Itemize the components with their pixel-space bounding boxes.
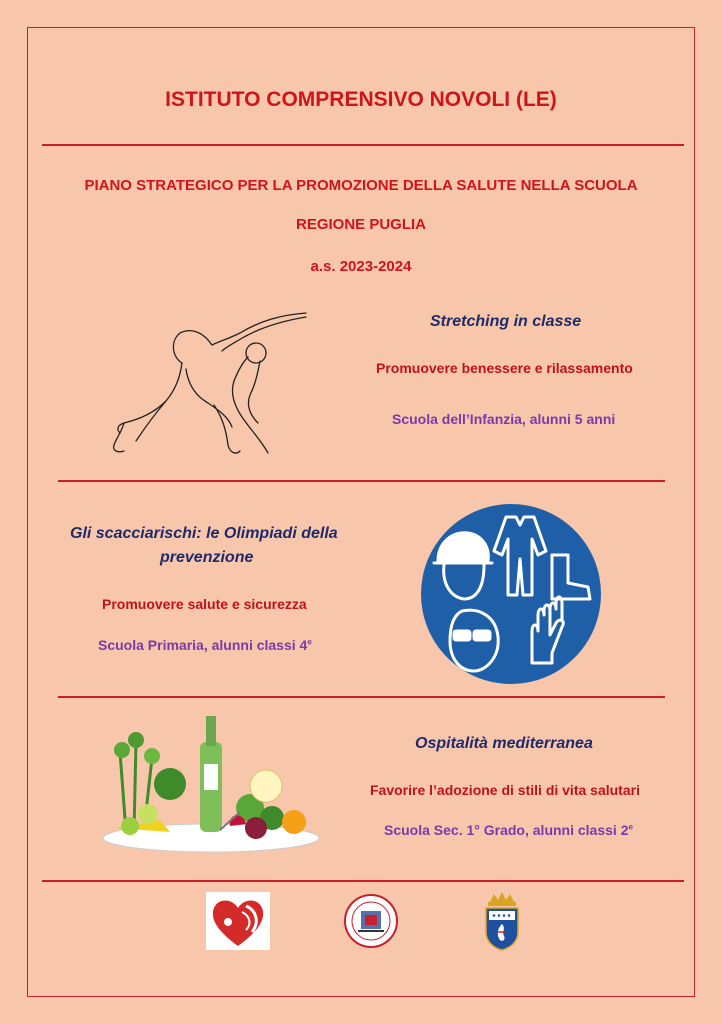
puglia-coat-of-arms-icon [480,892,524,952]
project1-goal: Promuovere benessere e rilassamento [376,360,633,376]
project2-audience-sup: e [307,637,312,647]
project1-audience: Scuola dell’Infanzia, alunni 5 anni [392,411,616,427]
school-year: a.s. 2023-2024 [310,258,412,275]
divider-2 [58,696,665,698]
project3-audience-sup: e [628,822,633,832]
stretching-figure-icon [110,305,315,465]
divider-top [42,144,684,146]
mediterranean-food-icon [100,712,322,854]
safety-equipment-sign-icon [420,503,602,685]
school-title: ISTITUTO COMPRENSIVO NOVOLI (LE) [165,88,557,111]
project3-goal: Favorire l’adozione di stili di vita salutari [370,782,640,798]
region-title: REGIONE PUGLIA [295,216,426,233]
project2-audience-text: Scuola Primaria, alunni classi 4 [98,637,308,653]
project3-title: Ospitalità mediterranea [415,735,593,752]
plan-title: PIANO STRATEGICO PER LA PROMOZIONE DELLA SALUTE NELLA SCUOLA [84,177,638,194]
project2-audience [98,637,312,653]
project2-goal: Promuovere salute e sicurezza [102,596,307,612]
project2-title-line2: prevenzione [160,549,254,566]
project3-audience-text: Scuola Sec. 1° Grado, alunni classi 2 [384,822,629,838]
project1-title: Stretching in classe [430,313,582,330]
divider-bottom [42,880,684,882]
heart-logo-icon [206,892,270,950]
school-seal-icon [340,893,402,949]
divider-1 [58,480,665,482]
project2-title-line1: Gli scacciarischi: le Olimpiadi della [70,525,338,542]
project3-audience [384,822,633,838]
